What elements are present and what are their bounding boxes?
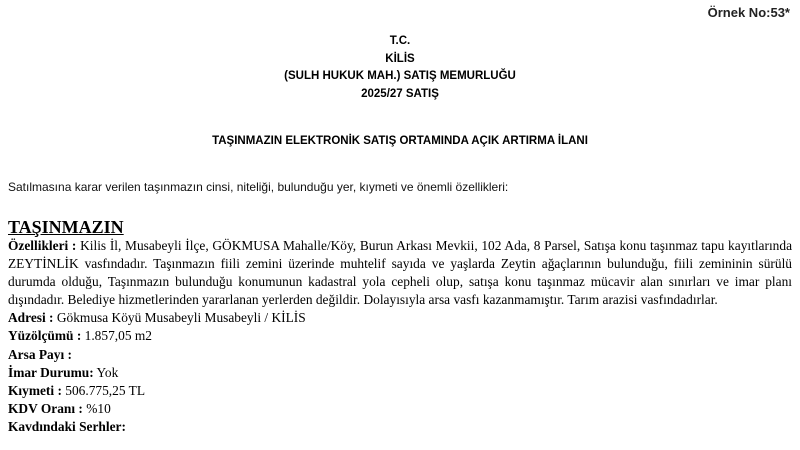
adres-row — [8, 309, 792, 327]
sample-number: Örnek No:53* — [707, 5, 790, 20]
property-section — [8, 217, 792, 436]
ozellikleri-value: Kilis İl, Musabeyli İlçe, GÖKMUSA Mahalle/Köy, Burun Arkası Mevkii, 102 Ada, 8 Parsel, Satışa konu taşınmaz tapu kayıtlarında ZEYTİNLİK vasfındadır. Taşınmazın fiili zemini üzerinde muhtelif sayıda ve yaşlarda Zeytin ağaçlarının bulunduğu, fiili zemininin sürülü durumda olduğu, Taşınmazın bulunduğu konumunun kadastral yola cepheli olup, satışa konu taşınmaz mücavir alan sınırları ve imar planı dışındadır. Belediye hizmetlerinden yararlanan yerlerden değildir. Dolayısıyla arsa vasfı kazanmamıştır. Tarım arazisi vasfındadırlar. — [8, 238, 793, 308]
kiymeti-label: Kıymeti : — [8, 382, 62, 398]
imar-label: İmar Durumu: — [8, 364, 94, 380]
yuzolcumu-value: 1.857,05 m2 — [84, 328, 152, 344]
yuzolcumu-row — [8, 327, 792, 345]
kdv-label: KDV Oranı : — [8, 400, 83, 416]
serhler-label: Kavdındaki Serhler: — [8, 418, 126, 434]
announcement-title: TAŞINMAZIN ELEKTRONİK SATIŞ ORTAMINDA AÇIK ARTIRMA İLANI — [212, 135, 588, 147]
section-heading: TAŞINMAZIN — [8, 217, 124, 237]
adres-value: Gökmusa Köyü Musabeyli Musabeyli / KİLİS — [56, 310, 306, 326]
document-header — [0, 33, 800, 103]
yuzolcumu-label: Yüzölçümü : — [8, 328, 82, 344]
ozellikleri-label: Özellikleri : — [8, 238, 77, 253]
serhler-row — [8, 418, 792, 436]
arsa-payi-label: Arsa Payı : — [8, 346, 72, 362]
header-line-city: KİLİS — [385, 52, 415, 65]
header-line-case: 2025/27 SATIŞ — [361, 87, 439, 100]
adres-label: Adresi : — [8, 310, 54, 326]
kdv-value: %10 — [86, 400, 111, 416]
header-line-tc: T.C. — [389, 35, 411, 47]
kiymeti-value: 506.775,25 TL — [65, 382, 146, 398]
kdv-row — [8, 400, 792, 418]
arsa-payi-row — [8, 346, 792, 364]
kiymeti-row — [8, 382, 792, 400]
ozellikleri-row — [8, 237, 792, 309]
imar-row — [8, 364, 792, 382]
intro-text: Satılmasına karar verilen taşınmazın cinsi, niteliği, bulunduğu yer, kıymeti ve önemli özellikleri: — [8, 180, 509, 194]
imar-value: Yok — [96, 364, 119, 380]
header-line-office: (SULH HUKUK MAH.) SATIŞ MEMURLUĞU — [284, 70, 516, 82]
